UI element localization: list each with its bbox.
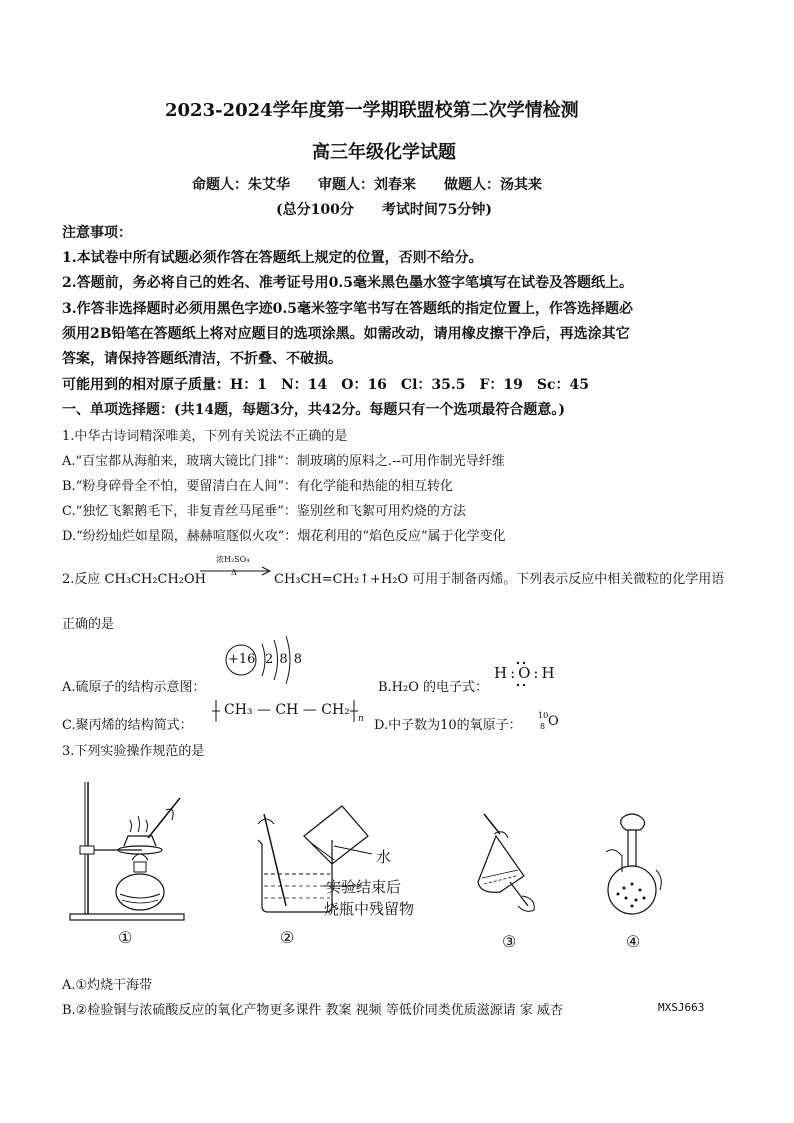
- question-2-option-d: D.中子数为10的氧原子：: [374, 718, 522, 733]
- figure-2-water-label: 水: [376, 848, 392, 866]
- question-3-stem: 3.下列实验操作规范的是: [62, 744, 205, 759]
- figure-4-volumetric-flask: [596, 812, 666, 922]
- question-1-option-b: B.“粉身碎骨全不怕，要留清白在人间”：有化学能和热能的相互转化: [62, 479, 453, 494]
- figure-1-ring-stand: [66, 776, 206, 926]
- authors-line: 命题人：朱艾华 审题人：刘春来 做题人：汤其来: [192, 177, 542, 193]
- isotope-mass-number: 10: [538, 711, 549, 720]
- figure-2-label: ②: [280, 928, 295, 947]
- lone-pair-dots: [515, 661, 529, 691]
- question-2-stem-end: CH₃CH=CH₂↑+H₂O 可用于制备丙烯。下列表示反应中相关微粒的化学用语: [274, 572, 725, 587]
- atom-shell-electrons: 2 8 8: [265, 652, 304, 667]
- figure-2-caption-line2: 烧瓶中残留物: [324, 900, 415, 918]
- exam-title: 2023-2024学年度第一学期联盟校第二次学情检测: [165, 100, 579, 121]
- notice-item: 答案，请保持答题纸清洁，不折叠、不破损。: [62, 351, 342, 367]
- figure-3-label: ③: [502, 932, 517, 951]
- question-1-option-d: D.“纷纷灿烂如星陨，赫赫喧豗似火攻”：烟花利用的“焰色反应”属于化学变化: [62, 529, 506, 544]
- notice-heading: 注意事项：: [62, 225, 132, 241]
- question-3-option-a: A.①灼烧干海带: [62, 978, 153, 993]
- question-2-option-c: C.聚丙烯的结构简式：: [62, 718, 193, 733]
- notice-item: 2.答题前，务必将自己的姓名、准考证号用0.5毫米黑色墨水签字笔填写在试卷及答题纸上。: [62, 275, 633, 291]
- figure-4-label: ④: [626, 932, 641, 951]
- question-2-option-b: B.H₂O 的电子式：: [378, 680, 489, 695]
- reaction-condition-bottom: Δ: [231, 568, 237, 577]
- exam-meta: (总分100分 考试时间75分钟): [276, 202, 492, 218]
- question-1-option-a: A.“百宝都从海舶来，玻璃大镜比门排”：制玻璃的原料之.--可用作制光导纤维: [62, 454, 505, 469]
- notice-item: 须用2B铅笔在答题纸上将对应题目的选项涂黑。如需改动，请用橡皮擦干净后，再选涂其它: [62, 326, 630, 342]
- figure-2-caption-line1: 实验结束后: [326, 878, 402, 896]
- question-2-stem-start: 2.反应 CH₃CH₂CH₂OH: [62, 572, 207, 587]
- atom-nucleus-charge: +16: [228, 652, 256, 667]
- section-heading: 一、单项选择题：(共14题，每题3分，共42分。每题只有一个选项最符合题意。): [62, 402, 565, 418]
- polymer-formula: CH₃ — CH — CH₂: [224, 702, 350, 718]
- question-1-option-c: C.“独忆飞絮鹅毛下，非复青丝马尾垂”：鉴别丝和飞絮可用灼烧的方法: [62, 504, 466, 519]
- question-2-stem-line2: 正确的是: [62, 617, 115, 632]
- figure-1-label: ①: [118, 928, 133, 947]
- notice-item: 3.作答非选择题时必须用黑色字迹0.5毫米签字笔书写在答题纸的指定位置上，作答选择题必: [62, 301, 633, 317]
- atomic-masses: 可能用到的相对原子质量：H：1 N：14 O：16 Cl：35.5 F：19 Sc：45: [62, 377, 590, 393]
- document-code: MXSJ663: [658, 1001, 705, 1014]
- polymer-degree: n: [358, 714, 364, 724]
- exam-subtitle: 高三年级化学试题: [312, 142, 456, 163]
- isotope-symbol: O: [548, 714, 559, 729]
- question-1-stem: 1.中华古诗词精深唯美，下列有关说法不正确的是: [62, 429, 348, 444]
- question-3-option-b: B.②检验铜与浓硫酸反应的氧化产物更多课件 教案 视频 等低价同类优质滋源请 家 威杏: [62, 1003, 564, 1018]
- reaction-condition-top: 浓H₂SO₄: [216, 555, 250, 564]
- notice-item: 1.本试卷中所有试题必须作答在答题纸上规定的位置，否则不给分。: [62, 250, 483, 266]
- question-2-option-a: A.硫原子的结构示意图：: [62, 680, 206, 695]
- figure-3-separatory-funnel: [470, 812, 550, 922]
- isotope-atomic-number: 8: [540, 722, 546, 731]
- water-electron-formula: H:O:H: [494, 664, 558, 682]
